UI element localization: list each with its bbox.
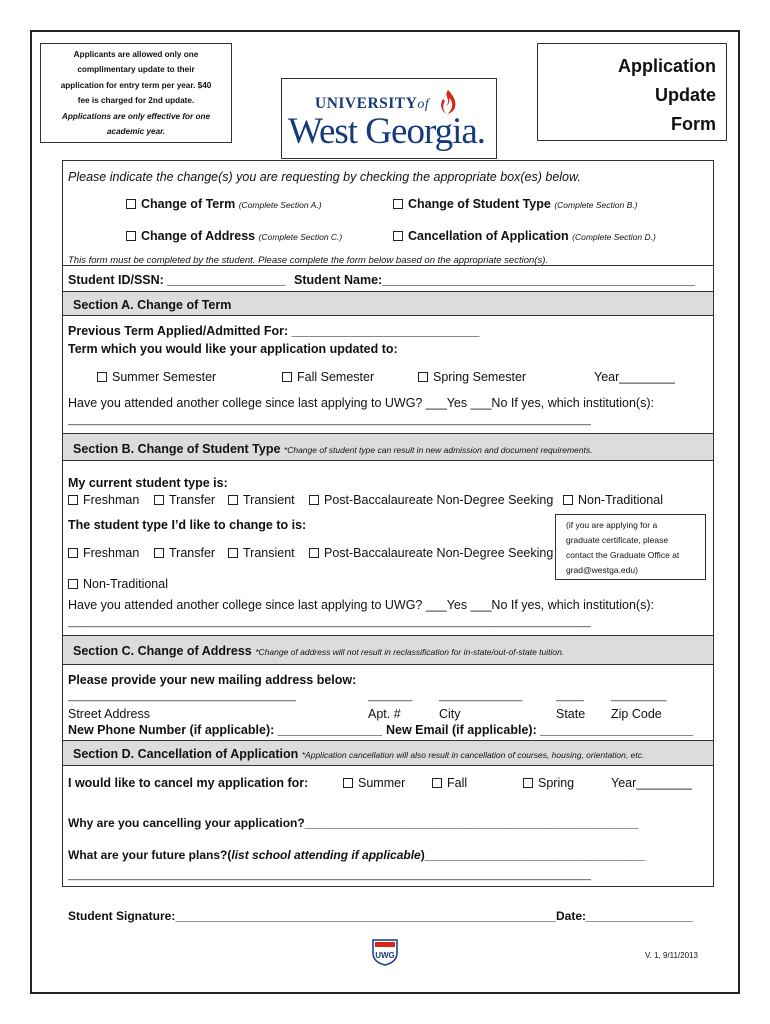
institution-field[interactable]: ______________________________________________________________________________________________ [68, 415, 591, 426]
checkbox[interactable] [97, 372, 107, 382]
current-type-non-traditional[interactable]: Non-Traditional [563, 493, 663, 507]
term-spring[interactable]: Spring Semester [418, 370, 526, 384]
apt-label: Apt. # [368, 707, 401, 721]
divider [62, 265, 714, 266]
current-type-post-bacc[interactable]: Post-Baccalaureate Non-Degree Seeking [309, 493, 553, 507]
current-type-freshman[interactable]: Freshman [68, 493, 139, 507]
signature-field[interactable]: Student Signature:_________________________________________________________ [68, 909, 556, 923]
notice-line: application for entry term per year. $40 [60, 80, 212, 90]
grad-note-line: (if you are applying for a [566, 520, 658, 530]
checkbox[interactable] [68, 548, 78, 558]
checkbox[interactable] [228, 548, 238, 558]
notice-line: Applications are only effective for one [61, 111, 211, 121]
term-summer[interactable]: Summer Semester [97, 370, 216, 384]
notice-line: complimentary update to their [77, 65, 195, 75]
term-fall[interactable]: Fall Semester [282, 370, 374, 384]
section-d-header: Section D. Cancellation of Application *Application cancellation will also result in cancellation of courses, housing, orientation, etc. [63, 740, 713, 766]
attended-question: Have you attended another college since last applying to UWG? ___Yes ___No If yes, which institution(s): [68, 396, 654, 410]
state-field[interactable]: _____ [556, 691, 584, 702]
checkbox[interactable] [282, 372, 292, 382]
instruction-footnote: This form must be completed by the student. Please complete the form below based on the appropriate section(s). [68, 255, 549, 266]
university-logo [281, 78, 497, 159]
checkbox[interactable] [418, 372, 428, 382]
option-cancellation[interactable]: Cancellation of Application (Complete Section D.) [393, 229, 656, 243]
logo-university-text: UNIVERSITYof [315, 95, 430, 112]
institution-field[interactable]: ______________________________________________________________________________________________ [68, 617, 591, 628]
section-b-header: Section B. Change of Student Type *Change of student type can result in new admission and document requirements. [63, 433, 713, 461]
graduate-office-note [555, 514, 706, 580]
checkbox[interactable] [393, 199, 403, 209]
checkbox[interactable] [393, 231, 403, 241]
new-type-post-bacc[interactable]: Post-Baccalaureate Non-Degree Seeking [309, 546, 553, 560]
current-type-transient[interactable]: Transient [228, 493, 295, 507]
grad-note-line: graduate certificate, please [566, 535, 669, 545]
section-a-header: Section A. Change of Term [63, 291, 713, 316]
cancel-summer[interactable]: Summer [343, 776, 405, 790]
seal-text: UWG [375, 951, 395, 960]
uwg-seal-icon [370, 936, 400, 966]
grad-note-line: grad@westga.edu) [566, 565, 638, 575]
address-prompt: Please provide your new mailing address below: [68, 673, 357, 687]
title-line: Form [671, 114, 716, 134]
new-type-transfer[interactable]: Transfer [154, 546, 215, 560]
checkbox[interactable] [523, 778, 533, 788]
notice-line: fee is charged for 2nd update. [77, 96, 195, 106]
checkbox[interactable] [154, 548, 164, 558]
checkbox[interactable] [563, 495, 573, 505]
cancel-spring[interactable]: Spring [523, 776, 574, 790]
current-type-label: My current student type is: [68, 476, 228, 490]
student-id-field[interactable]: Student ID/SSN: _________________ [68, 273, 286, 287]
future-plans-field[interactable]: What are your future plans?(list school attending if applicable)_________________________________ [68, 848, 645, 862]
street-field[interactable]: _________________________________________ [68, 691, 297, 702]
zip-label: Zip Code [611, 707, 662, 721]
section-c-header: Section C. Change of Address *Change of address will not result in reclassification for in-state/out-of-state tuition. [63, 635, 713, 665]
title-line: Update [654, 85, 716, 105]
cancel-label: I would like to cancel my application for: [68, 776, 309, 790]
state-label: State [556, 707, 586, 721]
city-label: City [439, 707, 461, 721]
fee-notice [40, 43, 232, 143]
new-type-freshman[interactable]: Freshman [68, 546, 139, 560]
term-year-field[interactable]: Year________ [594, 370, 675, 384]
current-type-transfer[interactable]: Transfer [154, 493, 215, 507]
option-change-term[interactable]: Change of Term (Complete Section A.) [126, 197, 322, 211]
city-field[interactable]: _______________ [439, 691, 523, 702]
desired-term-label: Term which you would like your application updated to: [68, 342, 398, 356]
checkbox[interactable] [154, 495, 164, 505]
zip-field[interactable]: __________ [611, 691, 667, 702]
apt-field[interactable]: ________ [368, 691, 413, 702]
checkbox[interactable] [228, 495, 238, 505]
checkbox[interactable] [309, 548, 319, 558]
checkbox[interactable] [343, 778, 353, 788]
future-plans-extra-line[interactable]: ______________________________________________________________________________________________ [68, 870, 591, 881]
checkbox[interactable] [126, 231, 136, 241]
attended-question: Have you attended another college since last applying to UWG? ___Yes ___No If yes, which institution(s): [68, 598, 654, 612]
form-title [537, 43, 727, 141]
version-label: V. 1, 9/11/2013 [645, 951, 698, 960]
cancel-year-field[interactable]: Year________ [611, 776, 692, 790]
date-field[interactable]: Date:________________ [556, 909, 693, 923]
option-change-address[interactable]: Change of Address (Complete Section C.) [126, 229, 342, 243]
grad-note-line: contact the Graduate Office at [566, 550, 680, 560]
cancel-fall[interactable]: Fall [432, 776, 467, 790]
checkbox[interactable] [432, 778, 442, 788]
checkbox[interactable] [68, 495, 78, 505]
email-field[interactable]: New Email (if applicable): ______________________ [386, 723, 694, 737]
cancel-reason-field[interactable]: Why are you cancelling your application?__________________________________________________ [68, 816, 639, 830]
notice-line: academic year. [106, 127, 166, 137]
notice-line: Applicants are allowed only one [73, 50, 199, 59]
new-type-transient[interactable]: Transient [228, 546, 295, 560]
instruction-text: Please indicate the change(s) you are requesting by checking the appropriate box(es) below. [68, 170, 581, 184]
checkbox[interactable] [309, 495, 319, 505]
change-type-label: The student type I’d like to change to is: [68, 518, 307, 532]
logo-west-georgia-text: West Georgia. [288, 111, 486, 152]
street-label: Street Address [68, 707, 150, 721]
student-name-field[interactable]: Student Name:_____________________________________________ [294, 273, 696, 287]
new-type-non-traditional[interactable]: Non-Traditional [68, 577, 168, 591]
phone-field[interactable]: New Phone Number (if applicable): _______________ [68, 723, 383, 737]
title-line: Application [618, 56, 716, 76]
checkbox[interactable] [68, 579, 78, 589]
previous-term-field[interactable]: Previous Term Applied/Admitted For: ___________________________ [68, 324, 480, 338]
option-change-student-type[interactable]: Change of Student Type (Complete Section B.) [393, 197, 637, 211]
checkbox[interactable] [126, 199, 136, 209]
